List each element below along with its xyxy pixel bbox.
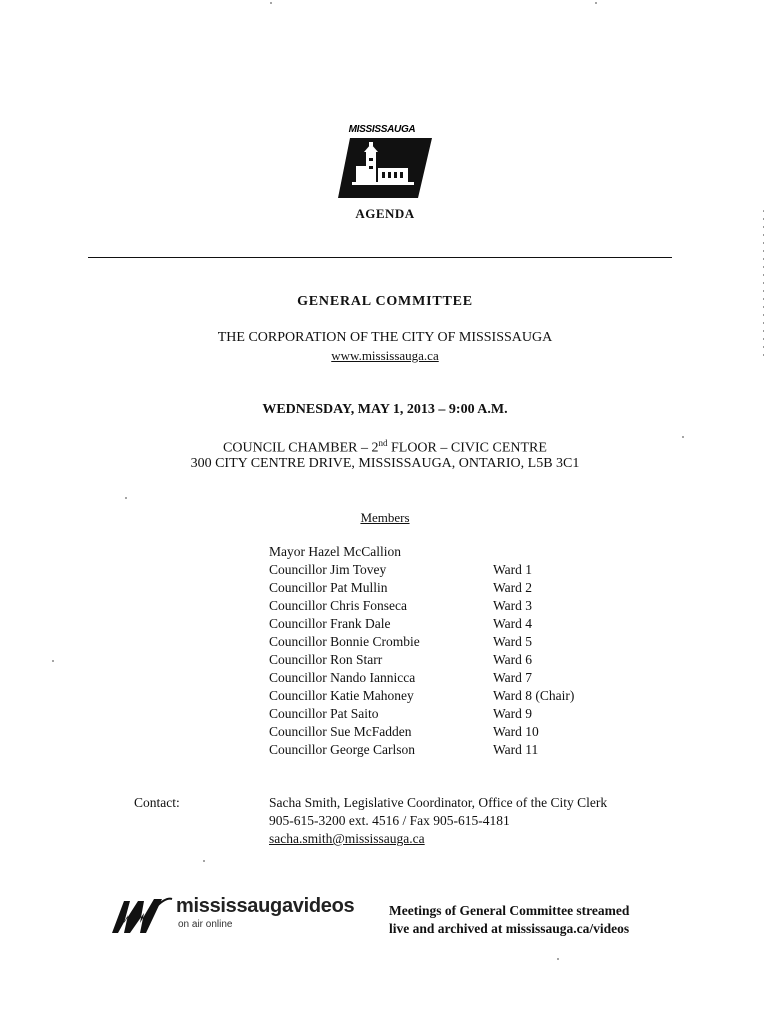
- meeting-address: 300 CITY CENTRE DRIVE, MISSISSAUGA, ONTARIO, L5B 3C1: [190, 456, 580, 471]
- website-line: [0, 348, 770, 364]
- scan-speck: [270, 2, 272, 4]
- member-ward: Ward 11: [493, 742, 539, 757]
- member-ward: Ward 9: [493, 706, 533, 721]
- member-ward: Ward 8 (Chair): [493, 688, 575, 703]
- location-pre: COUNCIL CHAMBER – 2: [223, 440, 379, 456]
- member-row: [269, 741, 629, 759]
- member-row: [269, 561, 629, 579]
- city-logo: [330, 124, 434, 200]
- scan-speck: [52, 660, 54, 662]
- member-ward: Ward 10: [493, 724, 539, 739]
- member-name: Mayor Hazel McCallion: [269, 544, 401, 559]
- committee-title: GENERAL COMMITTEE: [297, 294, 473, 309]
- member-row: [269, 543, 629, 561]
- contact-label: Contact:: [134, 795, 180, 810]
- member-name: Councillor Frank Dale: [269, 616, 391, 631]
- member-ward: Ward 3: [493, 598, 533, 613]
- videos-logo[interactable]: [110, 893, 355, 937]
- member-ward: Ward 7: [493, 670, 533, 685]
- member-ward: Ward 5: [493, 634, 533, 649]
- scan-speck: [203, 860, 205, 862]
- stream-notice-line1: Meetings of General Committee streamed: [389, 903, 630, 918]
- member-row: [269, 615, 629, 633]
- member-name: Councillor Bonnie Crombie: [269, 634, 420, 649]
- videos-tagline: on air online: [178, 919, 233, 930]
- contact-email-link[interactable]: sacha.smith@mississauga.ca: [269, 831, 425, 846]
- city-hall-icon: [338, 138, 432, 198]
- member-row: [269, 579, 629, 597]
- divider-rule: [88, 257, 672, 258]
- contact-person: Sacha Smith, Legislative Coordinator, Office of the City Clerk: [269, 795, 608, 810]
- member-ward: Ward 2: [493, 580, 533, 595]
- member-name: Councillor Pat Mullin: [269, 580, 388, 595]
- members-heading: Members: [360, 510, 410, 525]
- website-link[interactable]: www.mississauga.ca: [331, 348, 439, 363]
- member-name: Councillor Nando Iannicca: [269, 670, 416, 685]
- scan-speck: [557, 958, 559, 960]
- logo-wordmark: MISSISSAUGA: [348, 124, 416, 135]
- member-ward: Ward 4: [493, 616, 533, 631]
- member-row: [269, 705, 629, 723]
- agenda-title: AGENDA: [355, 206, 415, 221]
- member-row: [269, 597, 629, 615]
- member-name: Councillor Ron Starr: [269, 652, 383, 667]
- scan-speck: [595, 2, 597, 4]
- videos-brand: mississaugavideos: [176, 895, 355, 917]
- location-post: FLOOR – CIVIC CENTRE: [387, 440, 547, 456]
- member-ward: Ward 1: [493, 562, 533, 577]
- meeting-location: [0, 438, 770, 457]
- location-sup: nd: [378, 438, 388, 448]
- member-name: Councillor George Carlson: [269, 742, 415, 757]
- member-row: [269, 651, 629, 669]
- member-row: [269, 723, 629, 741]
- member-row: [269, 669, 629, 687]
- member-name: Councillor Sue McFadden: [269, 724, 412, 739]
- contact-phone: 905-615-3200 ext. 4516 / Fax 905-615-4181: [269, 813, 510, 828]
- mv-logo-icon: [110, 893, 174, 937]
- member-name: Councillor Jim Tovey: [269, 562, 387, 577]
- stream-notice-line2: live and archived at mississauga.ca/videos: [389, 921, 630, 936]
- meeting-date: WEDNESDAY, MAY 1, 2013 – 9:00 A.M.: [262, 402, 508, 417]
- members-list: [269, 543, 629, 759]
- member-name: Councillor Chris Fonseca: [269, 598, 407, 613]
- scan-edge: [763, 210, 764, 360]
- member-name: Councillor Pat Saito: [269, 706, 379, 721]
- members-heading-line: [0, 510, 770, 526]
- corporation-name: THE CORPORATION OF THE CITY OF MISSISSAUGA: [217, 330, 553, 345]
- member-row: [269, 687, 629, 705]
- member-name: Councillor Katie Mahoney: [269, 688, 414, 703]
- scan-speck: [682, 436, 684, 438]
- member-ward: Ward 6: [493, 652, 533, 667]
- scan-speck: [125, 497, 127, 499]
- member-row: [269, 633, 629, 651]
